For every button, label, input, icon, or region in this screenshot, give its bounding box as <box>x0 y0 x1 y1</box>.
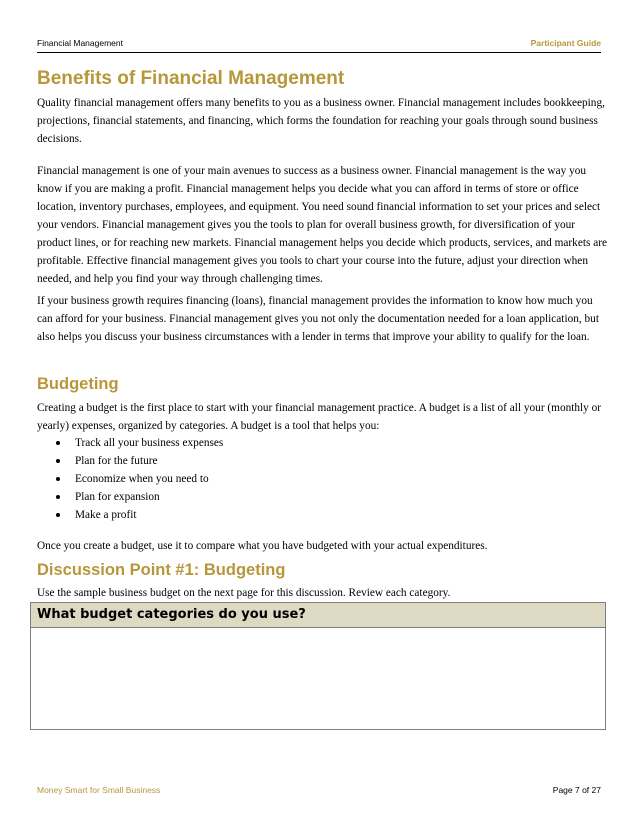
budgeting-intro: Creating a budget is the first place to start with your financial management practice. A budget is a list of all your (monthly or yearly) expenses, organized by categories. A budget is a tool that helps you: <box>37 402 602 432</box>
bullet-icon <box>56 495 60 499</box>
list-item-text: Make a profit <box>75 509 137 521</box>
benefits-paragraph-3: If your business growth requires financing (loans), financial management provides the information to know how much you can afford for your business. Financial management gives you not only the documentation needed for a loan application, but also helps you discuss your business circumstances with a lender in terms that improve your ability to qualify for the loan. <box>37 295 599 343</box>
list-item-text: Track all your business expenses <box>75 437 224 449</box>
list-item-text: Economize when you need to <box>75 473 209 485</box>
bullet-icon <box>56 441 60 445</box>
page-header <box>37 36 601 53</box>
budget-benefits-list <box>54 434 223 524</box>
discussion-question: What budget categories do you use? <box>31 603 605 628</box>
discussion-question-box <box>30 602 606 730</box>
page-number: Page 7 of 27 <box>552 785 601 795</box>
bullet-icon <box>56 459 60 463</box>
discussion-intro: Use the sample business budget on the next page for this discussion. Review each category. <box>37 587 451 599</box>
header-document-title: Financial Management <box>37 38 123 48</box>
list-item <box>54 470 223 488</box>
list-item <box>54 452 223 470</box>
header-guide-label: Participant Guide <box>530 38 601 48</box>
section-title-budgeting: Budgeting <box>37 375 119 393</box>
benefits-paragraph-2: Financial management is one of your main avenues to success as a business owner. Financial management is the way you know if you are making a profit. Financial management helps you decide what you can afford in terms of store or office location, inventory purchases, employees, and equipment. You need sound financial information to set your prices and select your vendors. Financial management gives you the tools to plan for overall business growth, for diversification of your product lines, or for reaching new markets. Financial management helps you decide which products, services, and markets are profitable. Effective financial management gives you tools to chart your course into the future, adjust your direction when needed, and help you find your way through challenging times. <box>37 165 607 285</box>
bullet-icon <box>56 513 60 517</box>
section-title-discussion: Discussion Point #1: Budgeting <box>37 561 286 579</box>
footer-course-title: Money Smart for Small Business <box>37 785 161 795</box>
section-title-benefits: Benefits of Financial Management <box>37 68 345 89</box>
answer-area[interactable] <box>31 628 605 728</box>
list-item-text: Plan for expansion <box>75 491 160 503</box>
bullet-icon <box>56 477 60 481</box>
budgeting-closing: Once you create a budget, use it to compare what you have budgeted with your actual expenditures. <box>37 540 488 552</box>
list-item-text: Plan for the future <box>75 455 158 467</box>
benefits-paragraph-1: Quality financial management offers many benefits to you as a business owner. Financial management includes bookkeeping, projections, financial statements, and financing, which forms the foundation for reaching your goals through sound business decisions. <box>37 97 605 145</box>
list-item <box>54 488 223 506</box>
list-item <box>54 506 223 524</box>
list-item <box>54 434 223 452</box>
